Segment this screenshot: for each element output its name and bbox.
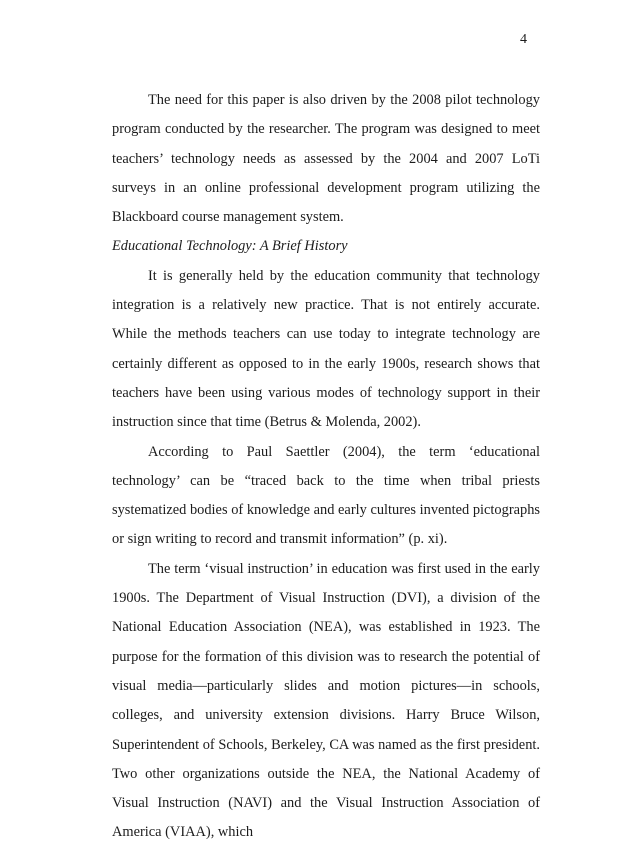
section-heading: Educational Technology: A Brief History: [112, 238, 348, 255]
paragraph-integration-history: It is generally held by the education community that technology integration is a relatively new practice. That is not entirely accurate. While the methods teachers can use today to integrate technology are certainly different as opposed to in the early 1900s, research shows that teachers have been using various modes of technology support in their instruction since that time (Betrus & Molenda, 2002).: [112, 267, 540, 431]
paragraph-visual-instruction: The term ‘visual instruction’ in education was first used in the early 1900s. The Department of Visual Instruction (DVI), a division of the National Education Association (NEA), was established in 1923. The purpose for the formation of this division was to research the potential of visual media—particularly slides and motion pictures—in schools, colleges, and university extension divisions. Harry Bruce Wilson, Superintendent of Schools, Berkeley, CA was named as the first president. Two other organizations outside the NEA, the National Academy of Visual Instruction (NAVI) and the Visual Instruction Association of America (VIAA), which: [112, 560, 540, 841]
body-text: [112, 86, 540, 848]
page-number: 4: [520, 32, 527, 47]
paragraph-saettler-quote: According to Paul Saettler (2004), the term ‘educational technology’ can be “traced back to the time when tribal priests systematized bodies of knowledge and early cultures invented pictographs or sign writing to record and transmit information” (p. xi).: [112, 443, 540, 548]
paragraph-pilot-program: The need for this paper is also driven by the 2008 pilot technology program conducted by the researcher. The program was designed to meet teachers’ technology needs as assessed by the 2004 and 2007 LoTi surveys in an online professional development program utilizing the Blackboard course management system.: [112, 92, 540, 226]
